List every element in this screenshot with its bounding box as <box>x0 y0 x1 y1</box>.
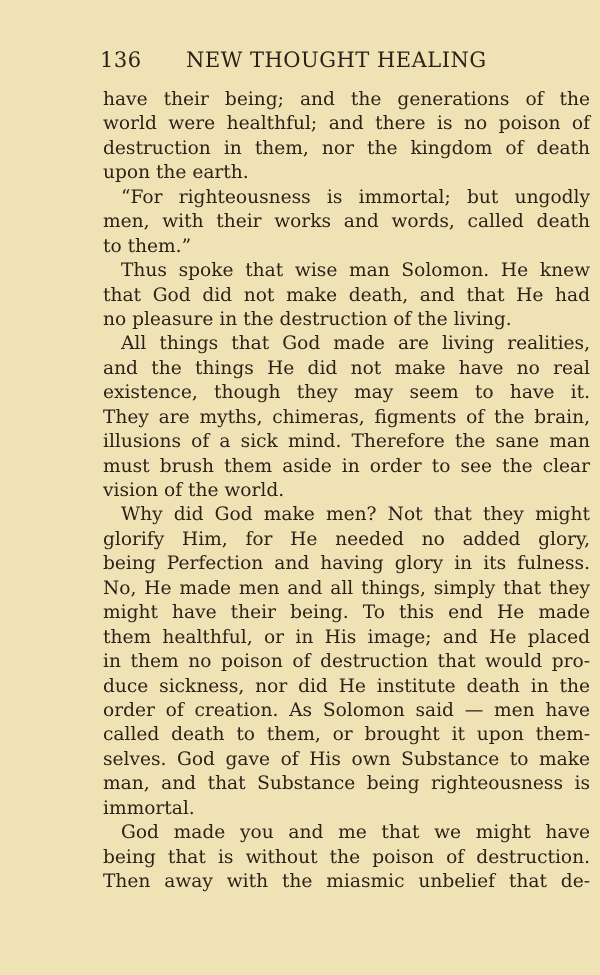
text-line: existence, though they may seem to have it. <box>103 382 590 404</box>
text-line: All things that God made are living realities, <box>121 333 590 355</box>
text-line: glorify Him, for He needed no added glory, <box>103 528 590 550</box>
text-line: God made you and me that we might have <box>121 822 590 844</box>
text-line: Thus spoke that wise man Solomon. He knew <box>121 260 590 282</box>
text-line: Why did God make men? Not that they might <box>121 504 590 526</box>
text-line: They are myths, chimeras, figments of the brain, <box>103 406 590 428</box>
text-line: upon the earth. <box>103 162 249 184</box>
text-line: order of creation. As Solomon said — men have <box>103 699 590 721</box>
text-line: selves. God gave of His own Substance to make <box>103 748 590 770</box>
text-line: men, with their works and words, called death <box>103 211 590 233</box>
text-line: illusions of a sick mind. Therefore the sane man <box>103 431 590 453</box>
text-line: must brush them aside in order to see the clear <box>103 455 590 477</box>
page-number: 136 <box>100 48 142 72</box>
text-line: duce sickness, nor did He institute death in the <box>103 675 590 697</box>
text-line: destruction in them, nor the kingdom of death <box>103 137 590 159</box>
page-body-text <box>103 88 590 894</box>
text-line: immortal. <box>103 797 195 819</box>
text-line: to them.” <box>103 235 192 257</box>
text-line: “For righteousness is immortal; but ungodly <box>121 186 590 208</box>
text-line: being that is without the poison of destruction. <box>103 846 590 868</box>
text-line: and the things He did not make have no real <box>103 357 590 379</box>
text-line: No, He made men and all things, simply that they <box>103 577 590 599</box>
text-line: vision of the world. <box>103 480 285 501</box>
text-line: Then away with the miasmic unbelief that de- <box>103 871 590 892</box>
text-line: might have their being. To this end He made <box>103 602 590 624</box>
text-line: no pleasure in the destruction of the living. <box>103 308 512 330</box>
text-line: called death to them, or brought it upon them- <box>103 724 590 746</box>
text-line: that God did not make death, and that He had <box>103 284 590 306</box>
text-line: world were healthful; and there is no poison of <box>103 113 590 135</box>
text-line: in them no poison of destruction that would pro- <box>103 651 590 673</box>
running-title: NEW THOUGHT HEALING <box>186 48 487 72</box>
text-line: being Perfection and having glory in its fulness. <box>103 553 590 575</box>
text-line: have their being; and the generations of the <box>103 89 590 110</box>
text-line: man, and that Substance being righteousness is <box>103 773 590 795</box>
text-line: them healthful, or in His image; and He placed <box>103 626 590 648</box>
